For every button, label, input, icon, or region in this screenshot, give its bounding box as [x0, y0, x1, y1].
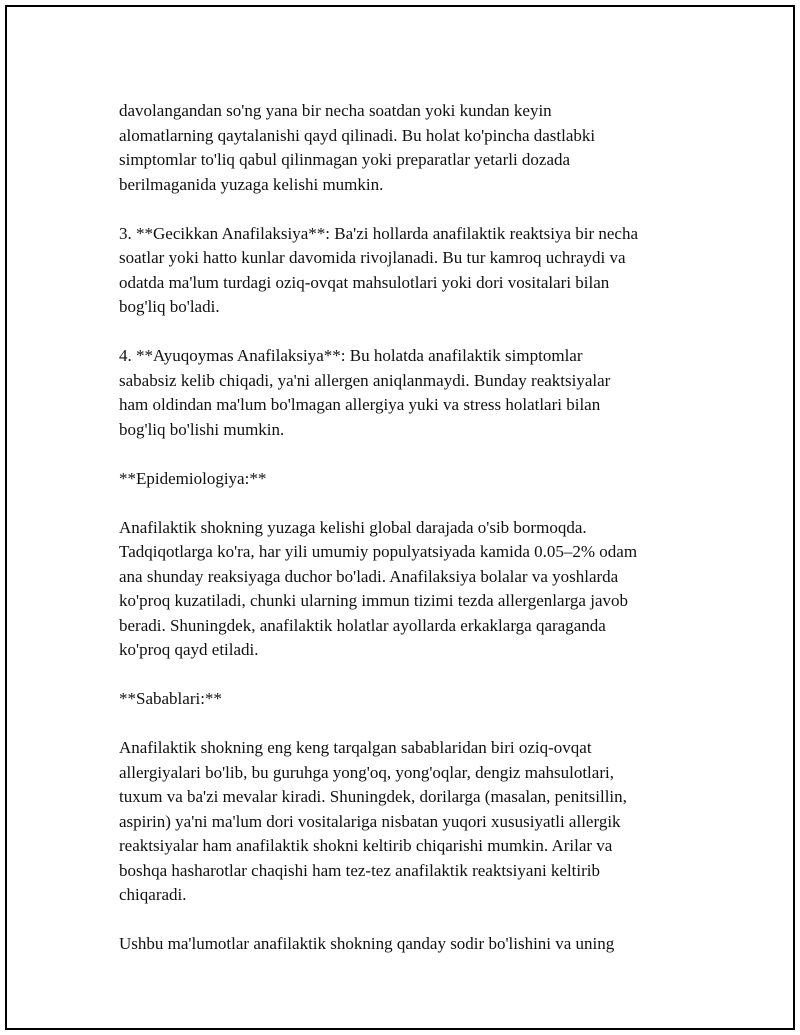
heading-causes: **Sabablari:**	[119, 689, 222, 708]
paragraph-idiopathic-anaphylaxis: 4. **Ayuqoymas Anafilaksiya**: Bu holatda anafilaktik simptomlar sababsiz kelib chiqadi, ya'ni allergen aniqlanmaydi. Bunday reaktsiyalar ham oldindan ma'lum bo'lmagan allergiya yuki va stress holatlari bilan bog'liq bo'lishi mumkin.	[119, 346, 611, 439]
paragraph-delayed-anaphylaxis: 3. **Gecikkan Anafilaksiya**: Ba'zi hollarda anafilaktik reaktsiya bir necha soatlar yoki hatto kunlar davomida rivojlanadi. Bu tur kamroq uchraydi va odatda ma'lum turdagi oziq-ovqat mahsulotlari yoki dori vositalari bilan bog'liq bo'ladi.	[119, 223, 639, 316]
paragraph-closing: Ushbu ma'lumotlar anafilaktik shokning qanday sodir bo'lishini va uning	[119, 934, 615, 953]
paragraph-causes: Anafilaktik shokning eng keng tarqalgan sabablaridan biri oziq-ovqat allergiyalari bo'lib, bu guruhga yong'oq, yong'oqlar, dengiz mahsulotlari, tuxum va ba'zi mevalar kiradi. Shuningdek, dorilarga (masalan, penitsillin, aspirin) ya'ni ma'lum dori vositalariga nisbatan yuqori xususiyatli allergik reaktsiyalar ham anafilaktik shokni keltirib chiqarishi mumkin. Arilar va boshqa hasharotlar chaqishi ham tez-tez anafilaktik reaktsiyani keltirib chiqaradi.	[119, 738, 627, 904]
paragraph-epidemiology: Anafilaktik shokning yuzaga kelishi global darajada o'sib bormoqda. Tadqiqotlarga ko'ra, har yili umumiy populyatsiyada kamida 0.05–2% odam ana shunday reaksiyaga duchor bo'ladi. Anafilaksiya bolalar va yoshlarda ko'proq kuzatiladi, chunki ularning immun tizimi tezda allergenlarga javob beradi. Shuningdek, anafilaktik holatlar ayollarda erkaklarga qaraganda ko'proq qayd etiladi.	[119, 517, 638, 659]
page-body	[119, 99, 709, 957]
heading-epidemiology: **Epidemiologiya:**	[119, 468, 267, 488]
page-frame	[5, 5, 795, 1030]
paragraph-continuation: davolangandan so'ng yana bir necha soatdan yoki kundan keyin alomatlarning qaytalanishi qayd qilinadi. Bu holat ko'pincha dastlabki simptomlar to'liq qabul qilinmagan yoki preparatlar yetarli dozada berilmaganida yuzaga kelishi mumkin.	[119, 101, 596, 194]
